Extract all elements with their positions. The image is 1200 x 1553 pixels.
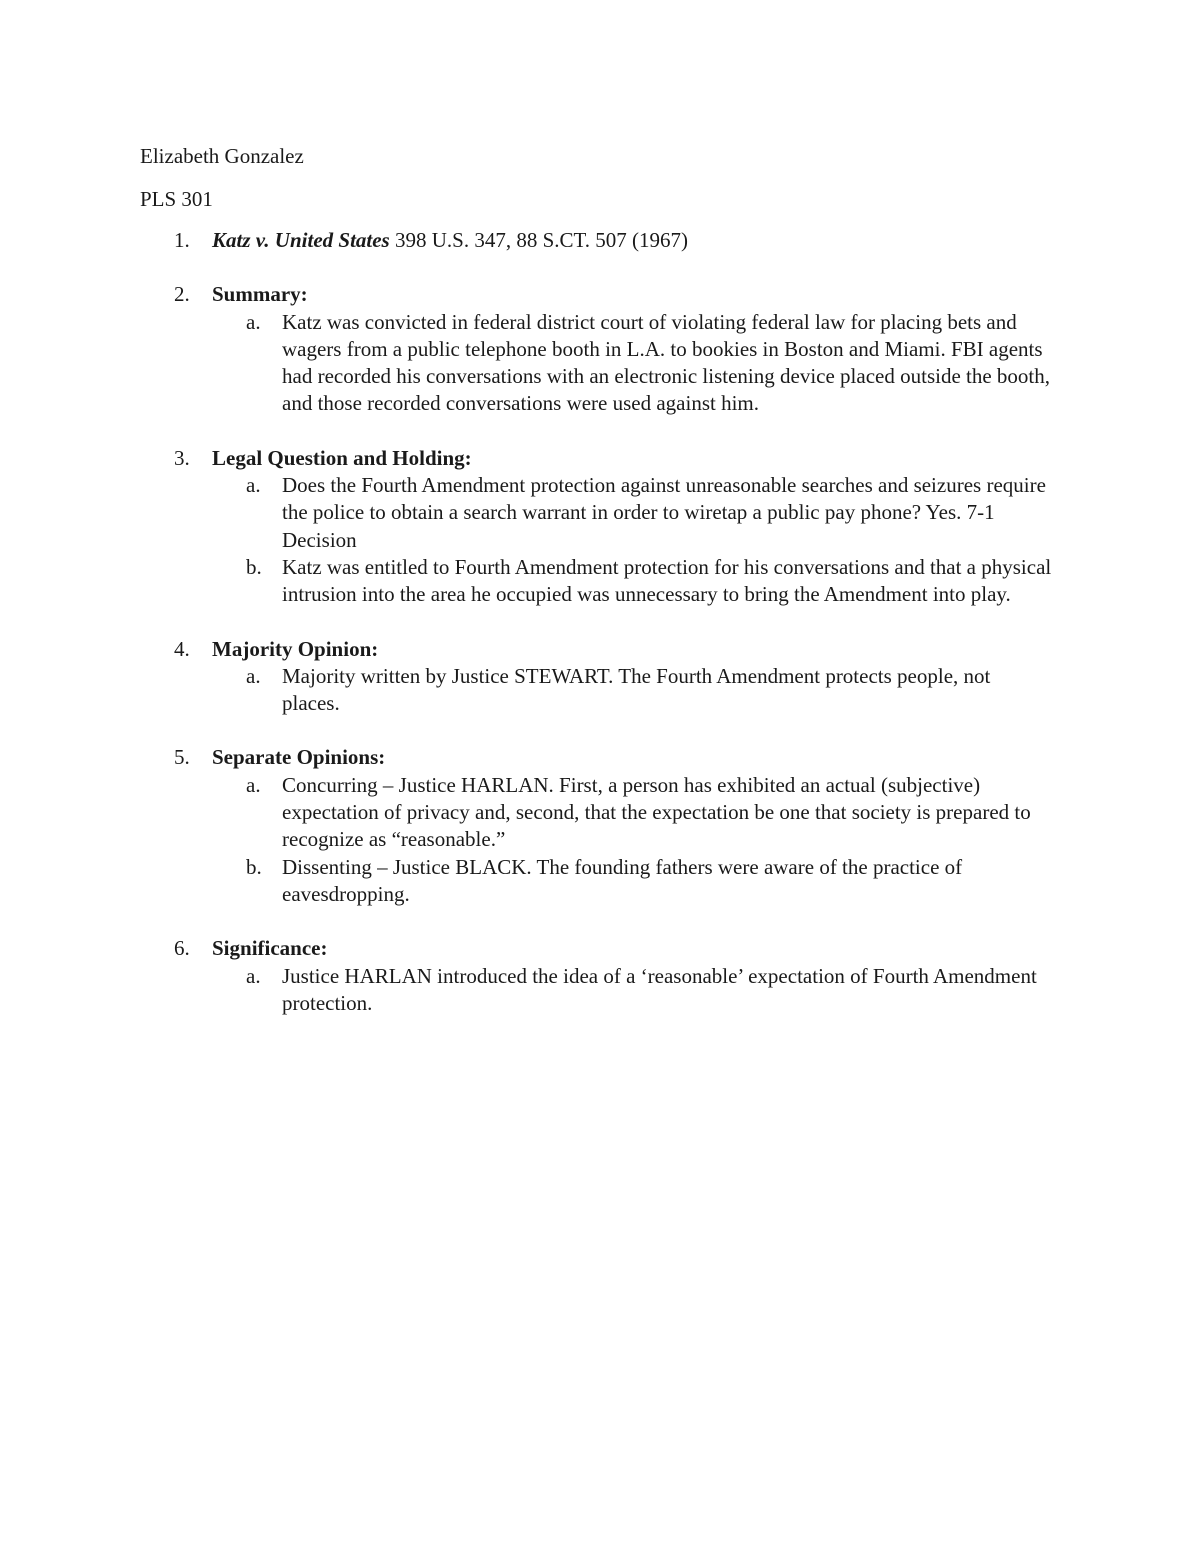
item-letter: a.: [246, 473, 261, 498]
case-citation-line: [212, 227, 1200, 254]
item-text: Majority written by Justice STEWART. The Fourth Amendment protects people, not places.: [282, 663, 991, 716]
section-heading: Majority Opinion:: [212, 636, 379, 661]
item-text: Does the Fourth Amendment protection against unreasonable searches and seizures require the police to obtain a search warrant in order to wiretap a public pay phone? Yes. 7-1 Decision: [282, 473, 1046, 552]
item-text: Katz was entitled to Fourth Amendment protection for his conversations and that a physical intrusion into the area he occupied was unnecessary to bring the Amendment into play.: [282, 554, 1052, 607]
sub-list: [0, 663, 1200, 718]
section-majority-opinion: [0, 636, 1200, 718]
item-letter: a.: [246, 963, 261, 988]
course-code: PLS 301: [140, 187, 213, 211]
item-letter: a.: [246, 663, 261, 688]
item-letter: b.: [246, 854, 262, 879]
case-brief-list: [0, 227, 1200, 1044]
section-case-title: [0, 227, 1200, 254]
item-text: Katz was convicted in federal district court of violating federal law for placing bets and wagers from a public telephone booth in L.A. to bookies in Boston and Miami. FBI agents had recorded his conversations with an electronic listening device placed outside the booth, and those recorded conversations were used against him.: [282, 309, 1051, 416]
section-number: 5.: [174, 745, 190, 770]
list-item: [246, 309, 1052, 418]
list-item: [246, 772, 1052, 854]
section-number: 6.: [174, 936, 190, 961]
sub-list: [0, 309, 1200, 418]
list-item: [246, 472, 1052, 554]
list-item: [246, 854, 1052, 909]
section-heading: Summary:: [212, 282, 308, 307]
case-name: Katz v. United States: [212, 228, 390, 252]
section-heading: Legal Question and Holding:: [212, 445, 472, 470]
sub-list: [0, 963, 1200, 1018]
section-legal-question: [0, 445, 1200, 609]
item-text: Justice HARLAN introduced the idea of a ‘reasonable’ expectation of Fourth Amendment protection.: [282, 963, 1037, 1015]
list-item: [246, 963, 1052, 1018]
list-item: [246, 554, 1052, 609]
section-significance: [0, 935, 1200, 1017]
section-summary: [0, 281, 1200, 417]
section-heading: Significance:: [212, 936, 328, 961]
case-citation: 398 U.S. 347, 88 S.CT. 507 (1967): [389, 228, 689, 252]
section-number: 3.: [174, 445, 190, 470]
item-letter: a.: [246, 772, 261, 797]
item-letter: a.: [246, 309, 261, 334]
item-text: Dissenting – Justice BLACK. The founding fathers were aware of the practice of eavesdropping.: [282, 854, 963, 906]
sub-list: [0, 472, 1200, 608]
section-heading: Separate Opinions:: [212, 745, 386, 770]
section-number: 1.: [174, 228, 190, 252]
item-text: Concurring – Justice HARLAN. First, a person has exhibited an actual (subjective) expectation of privacy and, second, that the expectation be one that society is prepared to recognize as “reasonable.”: [282, 772, 1031, 852]
sub-list: [0, 772, 1200, 908]
section-number: 2.: [174, 282, 190, 307]
author-name: Elizabeth Gonzalez: [140, 144, 304, 168]
list-item: [246, 663, 1052, 718]
section-number: 4.: [174, 636, 190, 661]
section-separate-opinions: [0, 744, 1200, 908]
item-letter: b.: [246, 554, 262, 579]
